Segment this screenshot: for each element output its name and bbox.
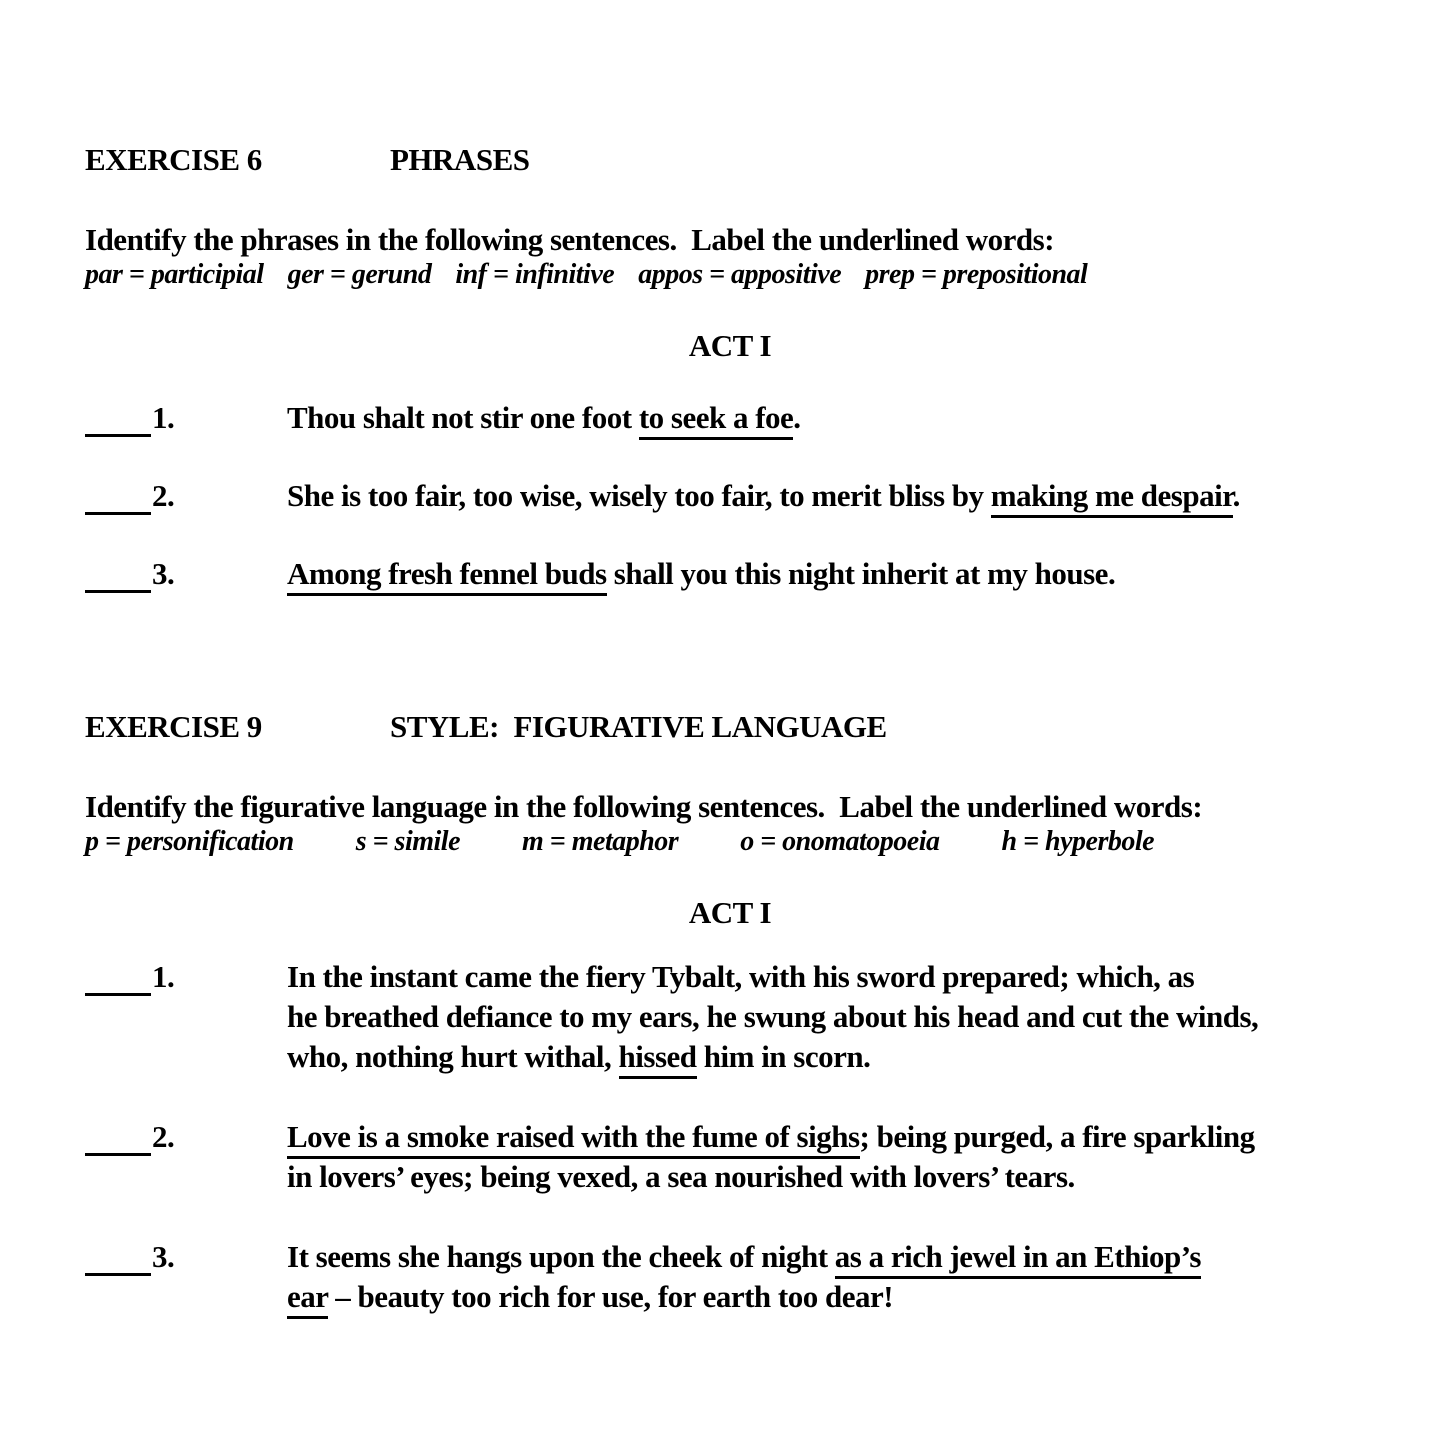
item-number: 1. [152, 959, 175, 994]
exercise-9-act-heading: ACT I [688, 895, 772, 930]
question-item [85, 1117, 1375, 1197]
key-term: s = simile [355, 826, 460, 857]
sentence-text: . [1232, 478, 1240, 513]
item-text [287, 398, 1375, 438]
sentence-text: In the instant came the fiery Tybalt, with his sword prepared; which, as [287, 959, 1195, 994]
item-number: 2. [152, 1119, 175, 1154]
key-term: h = hyperbole [1001, 826, 1155, 857]
key-term: m = metaphor [522, 826, 679, 857]
item-number-cell [85, 554, 287, 594]
exercise-9-heading [85, 707, 1375, 747]
sentence-text: – beauty too rich for use, for earth too dear! [327, 1279, 894, 1314]
key-term: inf = infinitive [455, 259, 615, 290]
item-text [287, 1117, 1375, 1197]
exercise-9-label: EXERCISE 9 [85, 709, 262, 744]
underlined-phrase: to seek a foe [639, 400, 793, 440]
item-text [287, 957, 1375, 1077]
answer-blank [85, 560, 151, 593]
exercise-9-answer-key [85, 825, 1375, 859]
answer-blank [85, 482, 151, 515]
item-number-cell [85, 398, 287, 438]
key-term: ger = gerund [287, 259, 432, 290]
exercise-6-label: EXERCISE 6 [85, 142, 262, 177]
item-number-cell [85, 476, 287, 516]
item-text [287, 554, 1375, 594]
item-number-cell [85, 1237, 287, 1317]
item-number-cell [85, 1117, 287, 1197]
sentence-text: in lovers’ eyes; being vexed, a sea nourished with lovers’ tears. [287, 1159, 1075, 1194]
underlined-phrase: ear [287, 1279, 328, 1319]
item-number: 1. [152, 400, 175, 435]
exercise-6-heading [85, 140, 1375, 180]
item-number-cell [85, 957, 287, 1077]
key-term: appos = appositive [638, 259, 842, 290]
question-item [85, 957, 1375, 1077]
sentence-text: he breathed defiance to my ears, he swung about his head and cut the winds, [287, 999, 1259, 1034]
key-term: p = personification [85, 826, 294, 857]
key-term: o = onomatopoeia [740, 826, 940, 857]
underlined-phrase: as a rich jewel in an Ethiop’s [835, 1239, 1201, 1279]
sentence-text: ; being purged, a fire sparkling [859, 1119, 1255, 1154]
sentence-text: him in scorn. [696, 1039, 871, 1074]
exercise-6-section [85, 140, 1375, 594]
item-number: 2. [152, 478, 175, 513]
exercise-9-title: STYLE: FIGURATIVE LANGUAGE [390, 709, 887, 744]
question-item [85, 398, 1375, 438]
exercise-6-instructions: Identify the phrases in the following sentences. Label the underlined words: [85, 222, 1055, 257]
underlined-phrase: Among fresh fennel buds [287, 556, 607, 596]
answer-blank [85, 963, 151, 996]
exercise-6-items [85, 398, 1375, 594]
sentence-text: It seems she hangs upon the cheek of night [287, 1239, 835, 1274]
sentence-text: She is too fair, too wise, wisely too fair, to merit bliss by [287, 478, 991, 513]
exercise-6-title: PHRASES [390, 142, 530, 177]
key-term: par = participial [85, 259, 264, 290]
key-term: prep = prepositional [865, 259, 1088, 290]
question-item [85, 554, 1375, 594]
exercise-6-act-heading: ACT I [688, 328, 772, 363]
exercise-9-section [85, 707, 1375, 1317]
sentence-text: who, nothing hurt withal, [287, 1039, 619, 1074]
item-number: 3. [152, 1239, 175, 1274]
sentence-text: Thou shalt not stir one foot [287, 400, 639, 435]
underlined-phrase: Love is a smoke raised with the fume of sighs [287, 1119, 860, 1159]
sentence-text: shall you this night inherit at my house. [606, 556, 1116, 591]
item-text [287, 1237, 1375, 1317]
answer-blank [85, 1243, 151, 1276]
exercise-6-answer-key [85, 258, 1375, 292]
underlined-phrase: making me despair [991, 478, 1233, 518]
underlined-phrase: hissed [619, 1039, 697, 1079]
exercise-9-instructions: Identify the figurative language in the following sentences. Label the underlined words: [85, 789, 1203, 824]
item-text [287, 476, 1375, 516]
answer-blank [85, 1123, 151, 1156]
question-item [85, 476, 1375, 516]
item-number: 3. [152, 556, 175, 591]
question-item [85, 1237, 1375, 1317]
exercise-9-items [85, 957, 1375, 1317]
sentence-text: . [793, 400, 801, 435]
answer-blank [85, 404, 151, 437]
